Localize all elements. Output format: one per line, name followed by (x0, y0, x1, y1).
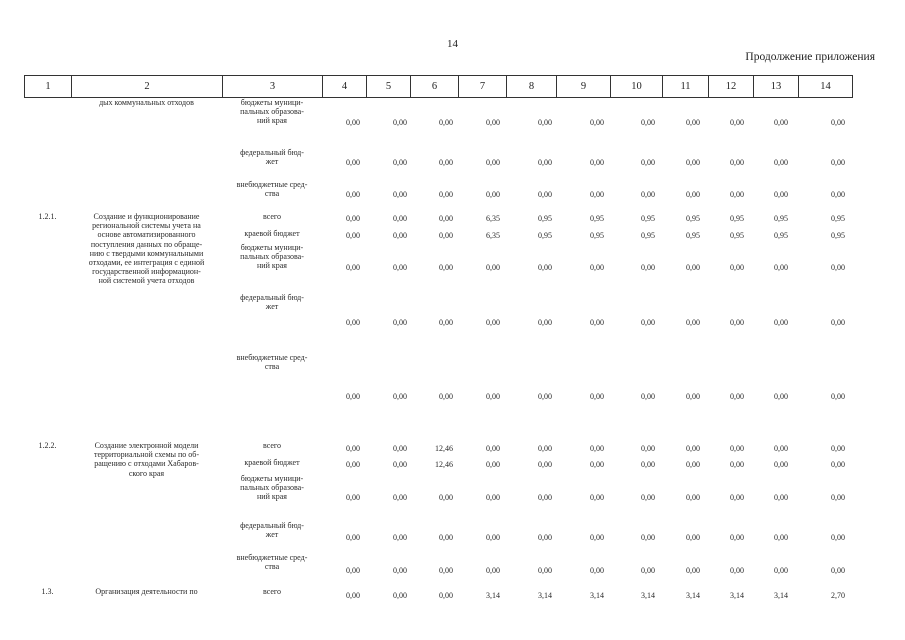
row-value: 0,00 (774, 190, 788, 199)
row-value: 0,00 (538, 493, 552, 502)
row-funding-source: бюджеты муници- пальных образова- ний края (240, 474, 304, 502)
row-funding-source: бюджеты муници- пальных образова- ний края (240, 98, 304, 126)
row-value: 0,00 (439, 591, 453, 600)
row-funding-source: краевой бюджет (244, 458, 300, 467)
row-value: 0,00 (486, 190, 500, 199)
row-value: 0,00 (393, 493, 407, 502)
row-value: 0,00 (538, 190, 552, 199)
row-value: 0,00 (439, 533, 453, 542)
row-value: 0,00 (686, 118, 700, 127)
row-value: 0,00 (439, 566, 453, 575)
header-col-4: 4 (323, 76, 367, 97)
header-col-1: 1 (25, 76, 72, 97)
row-value: 0,00 (486, 263, 500, 272)
row-value: 0,95 (590, 231, 604, 240)
row-event-name: дых коммунальных отходов (99, 98, 194, 107)
row-value: 0,00 (641, 263, 655, 272)
row-value: 0,95 (831, 214, 845, 223)
row-value: 0,95 (641, 214, 655, 223)
row-value: 0,00 (686, 566, 700, 575)
row-funding-source: краевой бюджет (244, 229, 300, 238)
row-funding-source: бюджеты муници- пальных образова- ний края (240, 243, 304, 271)
row-value: 0,00 (686, 444, 700, 453)
row-funding-source: внебюджетные сред- ства (236, 553, 308, 572)
row-event-name: Организация деятельности по (95, 587, 198, 596)
row-value: 0,00 (393, 214, 407, 223)
row-value: 0,00 (486, 493, 500, 502)
row-funding-source: внебюджетные сред- ства (236, 353, 308, 372)
row-value: 0,00 (346, 493, 360, 502)
row-value: 2,70 (831, 591, 845, 600)
row-value: 0,00 (730, 190, 744, 199)
row-value: 0,00 (730, 263, 744, 272)
row-value: 0,00 (730, 493, 744, 502)
row-value: 0,00 (393, 231, 407, 240)
row-value: 0,00 (486, 318, 500, 327)
row-value: 0,00 (393, 392, 407, 401)
row-value: 0,00 (590, 263, 604, 272)
row-value: 0,00 (439, 231, 453, 240)
row-value: 0,00 (486, 158, 500, 167)
row-value: 0,00 (439, 158, 453, 167)
row-value: 0,00 (730, 460, 744, 469)
row-value: 0,00 (346, 190, 360, 199)
row-value: 0,00 (590, 158, 604, 167)
row-value: 0,00 (590, 533, 604, 542)
row-value: 0,00 (774, 493, 788, 502)
row-value: 0,00 (641, 190, 655, 199)
row-section-number: 1.3. (41, 587, 54, 596)
row-value: 0,95 (641, 231, 655, 240)
row-funding-source: всего (262, 587, 281, 596)
page-number: 14 (447, 38, 458, 50)
row-value: 0,95 (538, 231, 552, 240)
header-col-6: 6 (411, 76, 459, 97)
row-value: 0,95 (590, 214, 604, 223)
row-value: 3,14 (590, 591, 604, 600)
row-value: 0,00 (538, 118, 552, 127)
row-value: 0,00 (831, 533, 845, 542)
row-value: 0,00 (774, 444, 788, 453)
row-value: 0,00 (439, 392, 453, 401)
row-value: 0,00 (730, 318, 744, 327)
row-value: 6,35 (486, 231, 500, 240)
row-value: 0,00 (730, 533, 744, 542)
row-value: 0,00 (538, 566, 552, 575)
row-value: 0,00 (641, 392, 655, 401)
row-value: 0,00 (831, 118, 845, 127)
row-value: 0,00 (439, 190, 453, 199)
row-value: 0,00 (686, 533, 700, 542)
header-col-13: 13 (754, 76, 799, 97)
row-section-number: 1.2.2. (38, 441, 57, 450)
row-value: 6,35 (486, 214, 500, 223)
row-value: 0,00 (393, 460, 407, 469)
row-value: 3,14 (486, 591, 500, 600)
row-value: 0,00 (590, 566, 604, 575)
row-value: 0,00 (538, 318, 552, 327)
row-value: 0,95 (730, 231, 744, 240)
row-value: 0,00 (346, 591, 360, 600)
row-value: 0,00 (346, 444, 360, 453)
row-value: 3,14 (538, 591, 552, 600)
row-value: 0,00 (393, 158, 407, 167)
row-event-name: Создание и функционирование региональной системы учета на основе автоматизированного поступления данных по обраще- нию с твердыми коммунальными отходами, ее интеграция с единой государственной информацион- ной системой учета отходов (88, 212, 205, 286)
row-value: 0,00 (641, 444, 655, 453)
row-value: 0,00 (774, 118, 788, 127)
row-value: 0,00 (538, 158, 552, 167)
row-value: 0,00 (486, 566, 500, 575)
row-value: 0,00 (730, 158, 744, 167)
row-value: 0,00 (730, 444, 744, 453)
row-value: 0,00 (486, 118, 500, 127)
row-value: 0,00 (346, 118, 360, 127)
row-funding-source: федеральный бюд- жет (240, 148, 304, 167)
header-col-11: 11 (663, 76, 709, 97)
row-value: 3,14 (686, 591, 700, 600)
row-value: 0,00 (393, 533, 407, 542)
row-value: 0,00 (641, 118, 655, 127)
row-value: 0,00 (346, 392, 360, 401)
row-value: 0,95 (774, 214, 788, 223)
row-value: 0,00 (538, 263, 552, 272)
row-value: 0,00 (641, 533, 655, 542)
row-value: 0,00 (686, 318, 700, 327)
row-value: 0,00 (686, 460, 700, 469)
row-value: 0,00 (538, 444, 552, 453)
row-value: 0,00 (831, 318, 845, 327)
row-value: 0,00 (346, 533, 360, 542)
row-value: 3,14 (730, 591, 744, 600)
row-value: 0,00 (346, 214, 360, 223)
row-value: 0,95 (686, 214, 700, 223)
continuation-title: Продолжение приложения (745, 51, 875, 63)
row-value: 0,00 (393, 444, 407, 453)
header-col-5: 5 (367, 76, 411, 97)
row-value: 0,00 (538, 533, 552, 542)
row-value: 0,00 (831, 566, 845, 575)
row-value: 0,00 (538, 392, 552, 401)
row-value: 0,00 (774, 318, 788, 327)
row-value: 0,00 (730, 118, 744, 127)
header-col-3: 3 (223, 76, 323, 97)
row-value: 0,00 (774, 263, 788, 272)
row-event-name: Создание электронной модели территориальной схемы по об- ращению с отходами Хабаров- ского края (93, 441, 200, 478)
row-funding-source: всего (262, 441, 281, 450)
row-value: 3,14 (774, 591, 788, 600)
row-value: 0,00 (590, 190, 604, 199)
row-value: 0,00 (730, 392, 744, 401)
row-value: 0,00 (774, 566, 788, 575)
row-value: 0,00 (641, 566, 655, 575)
row-value: 0,00 (831, 190, 845, 199)
row-value: 0,00 (686, 158, 700, 167)
row-value: 0,00 (346, 263, 360, 272)
row-value: 0,00 (393, 118, 407, 127)
row-value: 0,00 (346, 460, 360, 469)
row-value: 0,00 (486, 444, 500, 453)
row-value: 0,95 (730, 214, 744, 223)
row-value: 0,00 (439, 118, 453, 127)
row-value: 12,46 (435, 460, 453, 469)
row-value: 0,00 (831, 392, 845, 401)
row-value: 0,00 (590, 460, 604, 469)
row-value: 0,00 (686, 190, 700, 199)
row-value: 0,00 (831, 493, 845, 502)
row-value: 0,00 (641, 460, 655, 469)
row-value: 0,00 (590, 444, 604, 453)
row-value: 0,00 (641, 318, 655, 327)
row-value: 0,00 (486, 533, 500, 542)
row-value: 0,00 (686, 493, 700, 502)
header-col-7: 7 (459, 76, 507, 97)
row-value: 0,95 (831, 231, 845, 240)
row-section-number: 1.2.1. (38, 212, 57, 221)
row-funding-source: федеральный бюд- жет (240, 293, 304, 312)
row-value: 0,00 (393, 318, 407, 327)
row-value: 0,95 (538, 214, 552, 223)
row-value: 0,00 (538, 460, 552, 469)
header-col-12: 12 (709, 76, 754, 97)
row-funding-source: федеральный бюд- жет (240, 521, 304, 540)
row-value: 0,00 (831, 158, 845, 167)
row-value: 0,00 (439, 318, 453, 327)
row-value: 0,00 (486, 392, 500, 401)
row-value: 0,00 (590, 318, 604, 327)
row-value: 0,00 (393, 591, 407, 600)
row-value: 0,00 (686, 392, 700, 401)
row-value: 0,00 (346, 566, 360, 575)
row-value: 0,00 (831, 444, 845, 453)
row-value: 0,00 (590, 493, 604, 502)
row-value: 0,00 (486, 460, 500, 469)
header-col-10: 10 (611, 76, 663, 97)
row-funding-source: внебюджетные сред- ства (236, 180, 308, 199)
row-value: 0,00 (393, 263, 407, 272)
row-value: 3,14 (641, 591, 655, 600)
row-value: 0,00 (641, 158, 655, 167)
row-value: 0,00 (774, 533, 788, 542)
row-value: 0,00 (346, 318, 360, 327)
header-col-14: 14 (820, 81, 831, 92)
row-value: 0,00 (831, 460, 845, 469)
row-value: 0,00 (346, 231, 360, 240)
row-value: 0,00 (393, 190, 407, 199)
row-value: 0,95 (774, 231, 788, 240)
row-value: 12,46 (435, 444, 453, 453)
header-col-2: 2 (72, 76, 223, 97)
row-value: 0,00 (774, 392, 788, 401)
row-value: 0,95 (686, 231, 700, 240)
header-col-9: 9 (557, 76, 611, 97)
row-value: 0,00 (774, 158, 788, 167)
row-value: 0,00 (439, 214, 453, 223)
row-value: 0,00 (686, 263, 700, 272)
row-value: 0,00 (831, 263, 845, 272)
header-col-8: 8 (507, 76, 557, 97)
row-value: 0,00 (393, 566, 407, 575)
row-value: 0,00 (439, 493, 453, 502)
row-value: 0,00 (641, 493, 655, 502)
row-value: 0,00 (590, 392, 604, 401)
row-funding-source: всего (262, 212, 281, 221)
row-value: 0,00 (346, 158, 360, 167)
row-value: 0,00 (439, 263, 453, 272)
row-value: 0,00 (590, 118, 604, 127)
table-header (24, 75, 853, 98)
row-value: 0,00 (774, 460, 788, 469)
row-value: 0,00 (730, 566, 744, 575)
